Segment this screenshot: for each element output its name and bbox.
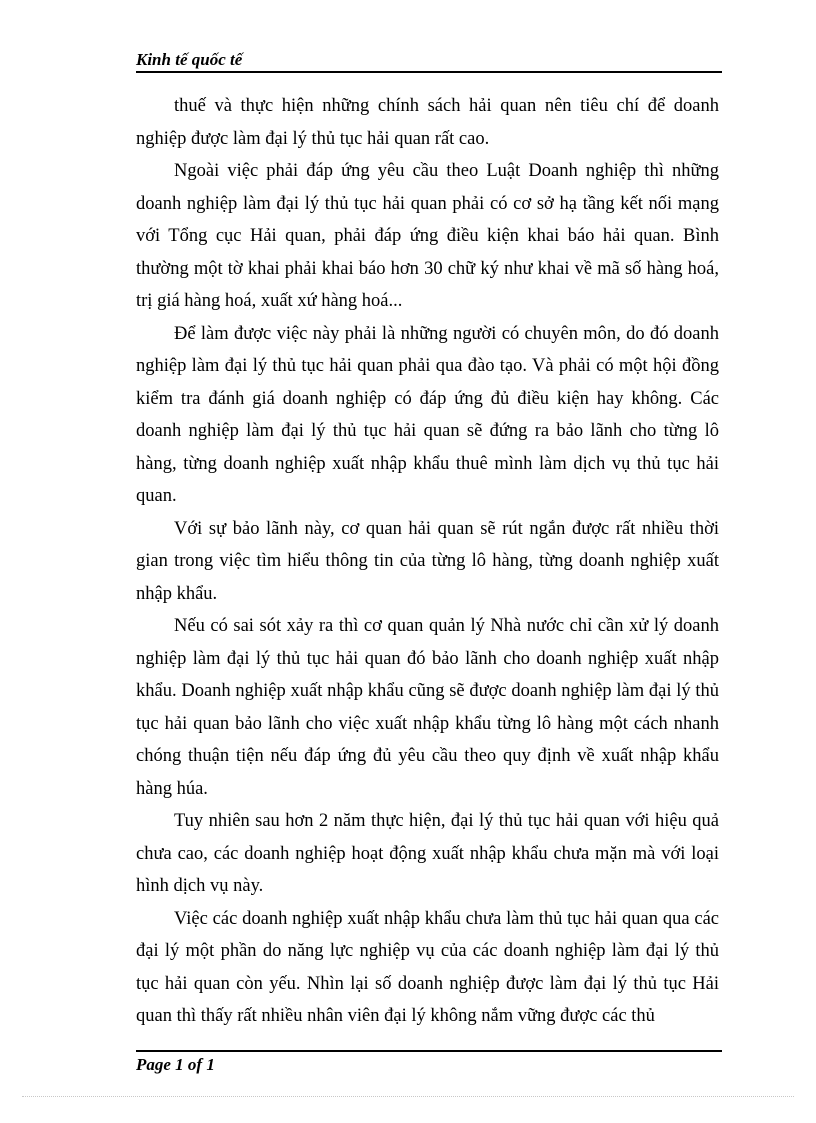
- page-header: [136, 50, 722, 73]
- document-body: [136, 90, 719, 1033]
- paragraph: Tuy nhiên sau hơn 2 năm thực hiện, đại lý thủ tục hải quan với hiệu quả chưa cao, các doanh nghiệp hoạt động xuất nhập khẩu chưa mặn mà với loại hình dịch vụ này.: [136, 811, 719, 896]
- header-title: Kinh tế quốc tế: [136, 50, 243, 69]
- paragraph: Nếu có sai sót xảy ra thì cơ quan quản lý Nhà nước chỉ cần xử lý doanh nghiệp làm đại lý thủ tục hải quan đó bảo lãnh cho doanh nghiệp xuất nhập khẩu. Doanh nghiệp xuất nhập khẩu cũng sẽ được doanh nghiệp làm đại lý thủ tục hải quan bảo lãnh cho việc xuất nhập khẩu từng lô hàng một cách nhanh chóng thuận tiện nếu đáp ứng đủ yêu cầu theo quy định về xuất nhập khẩu hàng húa.: [136, 616, 719, 799]
- paragraph: Với sự bảo lãnh này, cơ quan hải quan sẽ rút ngắn được rất nhiều thời gian trong việc tìm hiểu thông tin của từng lô hàng, từng doanh nghiệp xuất nhập khẩu.: [136, 518, 719, 604]
- paragraph: Ngoài việc phải đáp ứng yêu cầu theo Luật Doanh nghiệp thì những doanh nghiệp làm đại lý thủ tục hải quan phải có cơ sở hạ tầng kết nối mạng với Tổng cục Hải quan, phải đáp ứng điều kiện khai báo hải quan. Bình thường một tờ khai phải khai báo hơn 30 chữ ký như khai về mã số hàng hoá, trị giá hàng hoá, xuất xứ hàng hoá...: [136, 161, 719, 311]
- paragraph: Việc các doanh nghiệp xuất nhập khẩu chưa làm thủ tục hải quan qua các đại lý một phần do năng lực nghiệp vụ của các doanh nghiệp làm đại lý thủ tục hải quan còn yếu. Nhìn lại số doanh nghiệp được làm đại lý thủ tục Hải quan thì thấy rất nhiều nhân viên đại lý không nắm vững được các thủ: [136, 908, 719, 1026]
- footer-divider: [136, 1050, 722, 1052]
- paragraph: thuế và thực hiện những chính sách hải quan nên tiêu chí để doanh nghiệp được làm đại lý thủ tục hải quan rất cao.: [136, 96, 719, 149]
- page-footer: [136, 1050, 722, 1075]
- page-boundary: [22, 1096, 794, 1097]
- header-divider: [136, 71, 722, 73]
- page-number: Page 1 of 1: [136, 1055, 215, 1074]
- paragraph: Để làm được việc này phải là những người có chuyên môn, do đó doanh nghiệp làm đại lý thủ tục hải quan phải qua đào tạo. Và phải có một hội đồng kiểm tra đánh giá doanh nghiệp có đáp ứng đủ điều kiện hay không. Các doanh nghiệp làm đại lý thủ tục hải quan sẽ đứng ra bảo lãnh cho từng lô hàng, từng doanh nghiệp xuất nhập khẩu thuê mình làm dịch vụ thủ tục hải quan.: [136, 323, 719, 506]
